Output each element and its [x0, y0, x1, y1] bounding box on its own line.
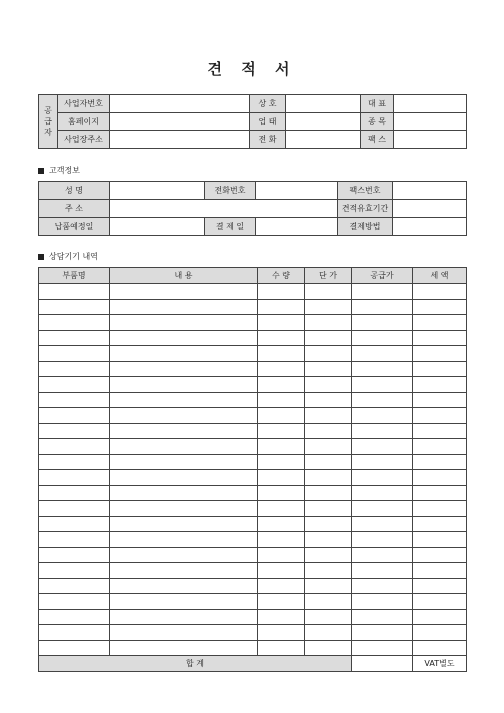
tax-cell[interactable] — [413, 284, 467, 300]
part-name-cell[interactable] — [39, 609, 110, 625]
supply-price-cell[interactable] — [352, 284, 413, 300]
table-row — [39, 439, 467, 455]
supply-price-cell[interactable] — [352, 609, 413, 625]
quantity-cell[interactable] — [258, 392, 305, 408]
tax-cell[interactable] — [413, 346, 467, 362]
value-payment-method[interactable] — [393, 218, 467, 236]
table-row — [39, 361, 467, 377]
part-name-cell[interactable] — [39, 439, 110, 455]
description-cell[interactable] — [110, 625, 258, 641]
label-fax: 팩 스 — [361, 131, 394, 149]
header-tax: 세 액 — [413, 268, 467, 284]
unit-price-cell[interactable] — [305, 392, 352, 408]
label-customer-name: 성 명 — [39, 182, 110, 200]
table-row — [39, 315, 467, 331]
table-row — [39, 563, 467, 579]
tax-cell[interactable] — [413, 361, 467, 377]
description-cell[interactable] — [110, 594, 258, 610]
part-name-cell[interactable] — [39, 547, 110, 563]
unit-price-cell[interactable] — [305, 346, 352, 362]
unit-price-cell[interactable] — [305, 423, 352, 439]
quantity-cell[interactable] — [258, 516, 305, 532]
supply-price-cell[interactable] — [352, 532, 413, 548]
description-cell[interactable] — [110, 346, 258, 362]
quantity-cell[interactable] — [258, 439, 305, 455]
unit-price-cell[interactable] — [305, 516, 352, 532]
tax-cell[interactable] — [413, 470, 467, 486]
part-name-cell[interactable] — [39, 563, 110, 579]
part-name-cell[interactable] — [39, 299, 110, 315]
quantity-cell[interactable] — [258, 594, 305, 610]
part-name-cell[interactable] — [39, 454, 110, 470]
table-row — [39, 532, 467, 548]
supply-price-cell[interactable] — [352, 377, 413, 393]
part-name-cell[interactable] — [39, 501, 110, 517]
supply-price-cell[interactable] — [352, 330, 413, 346]
value-customer-fax[interactable] — [393, 182, 467, 200]
header-unit-price: 단 가 — [305, 268, 352, 284]
label-payment-date: 결 제 일 — [205, 218, 256, 236]
quantity-cell[interactable] — [258, 470, 305, 486]
tax-cell[interactable] — [413, 315, 467, 331]
description-cell[interactable] — [110, 609, 258, 625]
quantity-cell[interactable] — [258, 625, 305, 641]
label-payment-method: 결제방법 — [338, 218, 393, 236]
supply-price-cell[interactable] — [352, 501, 413, 517]
part-name-cell[interactable] — [39, 330, 110, 346]
part-name-cell[interactable] — [39, 470, 110, 486]
quantity-cell[interactable] — [258, 563, 305, 579]
unit-price-cell[interactable] — [305, 485, 352, 501]
description-cell[interactable] — [110, 454, 258, 470]
table-row — [39, 594, 467, 610]
supply-price-cell[interactable] — [352, 578, 413, 594]
label-business-item: 종 목 — [361, 113, 394, 131]
description-cell[interactable] — [110, 392, 258, 408]
supply-price-cell[interactable] — [352, 470, 413, 486]
label-customer-phone: 전화번호 — [205, 182, 256, 200]
tax-cell[interactable] — [413, 563, 467, 579]
label-business-address: 사업장주소 — [58, 131, 110, 149]
part-name-cell[interactable] — [39, 532, 110, 548]
table-row — [39, 578, 467, 594]
description-cell[interactable] — [110, 361, 258, 377]
value-homepage[interactable] — [110, 113, 250, 131]
unit-price-cell[interactable] — [305, 640, 352, 656]
supply-price-cell[interactable] — [352, 640, 413, 656]
table-row — [39, 485, 467, 501]
unit-price-cell[interactable] — [305, 547, 352, 563]
quantity-cell[interactable] — [258, 547, 305, 563]
description-cell[interactable] — [110, 408, 258, 424]
label-customer-address: 주 소 — [39, 200, 110, 218]
tax-cell[interactable] — [413, 377, 467, 393]
label-business-number: 사업자번호 — [58, 95, 110, 113]
document-title: 견 적 서 — [207, 60, 297, 78]
total-label: 합 계 — [39, 656, 352, 672]
description-cell[interactable] — [110, 501, 258, 517]
unit-price-cell[interactable] — [305, 439, 352, 455]
supply-price-cell[interactable] — [352, 485, 413, 501]
unit-price-cell[interactable] — [305, 377, 352, 393]
part-name-cell[interactable] — [39, 408, 110, 424]
supply-price-cell[interactable] — [352, 346, 413, 362]
part-name-cell[interactable] — [39, 578, 110, 594]
square-bullet-icon — [38, 168, 44, 174]
description-cell[interactable] — [110, 516, 258, 532]
unit-price-cell[interactable] — [305, 408, 352, 424]
tax-cell[interactable] — [413, 578, 467, 594]
supplier-table — [38, 94, 467, 149]
description-cell[interactable] — [110, 315, 258, 331]
value-customer-address[interactable] — [110, 200, 338, 218]
quantity-cell[interactable] — [258, 578, 305, 594]
description-cell[interactable] — [110, 578, 258, 594]
table-row — [39, 408, 467, 424]
supply-price-cell[interactable] — [352, 563, 413, 579]
quantity-cell[interactable] — [258, 640, 305, 656]
supply-price-cell[interactable] — [352, 594, 413, 610]
description-cell[interactable] — [110, 284, 258, 300]
quantity-cell[interactable] — [258, 423, 305, 439]
value-quote-validity[interactable] — [393, 200, 467, 218]
value-fax[interactable] — [394, 131, 467, 149]
supply-price-cell[interactable] — [352, 454, 413, 470]
unit-price-cell[interactable] — [305, 625, 352, 641]
part-name-cell[interactable] — [39, 640, 110, 656]
supply-price-cell[interactable] — [352, 516, 413, 532]
quantity-cell[interactable] — [258, 299, 305, 315]
tax-cell[interactable] — [413, 640, 467, 656]
unit-price-cell[interactable] — [305, 299, 352, 315]
quantity-cell[interactable] — [258, 408, 305, 424]
description-cell[interactable] — [110, 330, 258, 346]
table-row — [39, 392, 467, 408]
label-phone: 전 화 — [250, 131, 286, 149]
supply-price-cell[interactable] — [352, 423, 413, 439]
tax-cell[interactable] — [413, 423, 467, 439]
value-customer-phone[interactable] — [256, 182, 338, 200]
part-name-cell[interactable] — [39, 346, 110, 362]
tax-cell[interactable] — [413, 625, 467, 641]
part-name-cell[interactable] — [39, 392, 110, 408]
value-representative[interactable] — [394, 95, 467, 113]
tax-cell[interactable] — [413, 609, 467, 625]
customer-table — [38, 181, 467, 236]
value-business-item[interactable] — [394, 113, 467, 131]
description-cell[interactable] — [110, 485, 258, 501]
header-part-name: 부품명 — [39, 268, 110, 284]
header-supply-price: 공급가 — [352, 268, 413, 284]
items-table — [38, 267, 467, 672]
supply-price-cell[interactable] — [352, 547, 413, 563]
tax-cell[interactable] — [413, 485, 467, 501]
supply-price-cell[interactable] — [352, 361, 413, 377]
unit-price-cell[interactable] — [305, 563, 352, 579]
value-business-address[interactable] — [110, 131, 250, 149]
part-name-cell[interactable] — [39, 625, 110, 641]
unit-price-cell[interactable] — [305, 470, 352, 486]
table-row — [39, 640, 467, 656]
description-cell[interactable] — [110, 439, 258, 455]
unit-price-cell[interactable] — [305, 609, 352, 625]
label-delivery-date: 납품예정일 — [39, 218, 110, 236]
part-name-cell[interactable] — [39, 516, 110, 532]
vat-note: VAT별도 — [413, 656, 467, 672]
total-supply-price[interactable] — [352, 656, 413, 672]
table-row — [39, 346, 467, 362]
quantity-cell[interactable] — [258, 501, 305, 517]
part-name-cell[interactable] — [39, 284, 110, 300]
unit-price-cell[interactable] — [305, 361, 352, 377]
quantity-cell[interactable] — [258, 315, 305, 331]
table-row — [39, 501, 467, 517]
part-name-cell[interactable] — [39, 485, 110, 501]
quantity-cell[interactable] — [258, 346, 305, 362]
tax-cell[interactable] — [413, 408, 467, 424]
value-business-type[interactable] — [286, 113, 361, 131]
supply-price-cell[interactable] — [352, 392, 413, 408]
customer-section-header: 고객정보 — [38, 165, 80, 176]
table-row — [39, 547, 467, 563]
table-row — [39, 284, 467, 300]
unit-price-cell[interactable] — [305, 330, 352, 346]
table-row — [39, 516, 467, 532]
tax-cell[interactable] — [413, 532, 467, 548]
tax-cell[interactable] — [413, 454, 467, 470]
tax-cell[interactable] — [413, 594, 467, 610]
table-row — [39, 609, 467, 625]
supply-price-cell[interactable] — [352, 625, 413, 641]
table-row — [39, 454, 467, 470]
table-row — [39, 299, 467, 315]
table-row — [39, 330, 467, 346]
table-row — [39, 625, 467, 641]
supply-price-cell[interactable] — [352, 299, 413, 315]
unit-price-cell[interactable] — [305, 454, 352, 470]
description-cell[interactable] — [110, 377, 258, 393]
label-business-type: 업 태 — [250, 113, 286, 131]
supply-price-cell[interactable] — [352, 439, 413, 455]
tax-cell[interactable] — [413, 330, 467, 346]
supplier-group-label: 공 급 자 — [39, 95, 58, 149]
label-representative: 대 표 — [361, 95, 394, 113]
supply-price-cell[interactable] — [352, 315, 413, 331]
square-bullet-icon — [38, 254, 44, 260]
table-row — [39, 470, 467, 486]
value-customer-name[interactable] — [110, 182, 205, 200]
quantity-cell[interactable] — [258, 454, 305, 470]
quantity-cell[interactable] — [258, 485, 305, 501]
part-name-cell[interactable] — [39, 594, 110, 610]
unit-price-cell[interactable] — [305, 315, 352, 331]
unit-price-cell[interactable] — [305, 532, 352, 548]
description-cell[interactable] — [110, 423, 258, 439]
unit-price-cell[interactable] — [305, 284, 352, 300]
quantity-cell[interactable] — [258, 284, 305, 300]
quantity-cell[interactable] — [258, 532, 305, 548]
supply-price-cell[interactable] — [352, 408, 413, 424]
value-company-name[interactable] — [286, 95, 361, 113]
tax-cell[interactable] — [413, 392, 467, 408]
description-cell[interactable] — [110, 299, 258, 315]
quantity-cell[interactable] — [258, 330, 305, 346]
quantity-cell[interactable] — [258, 609, 305, 625]
description-cell[interactable] — [110, 563, 258, 579]
value-phone[interactable] — [286, 131, 361, 149]
header-quantity: 수 량 — [258, 268, 305, 284]
value-business-number[interactable] — [110, 95, 250, 113]
part-name-cell[interactable] — [39, 315, 110, 331]
header-description: 내 용 — [110, 268, 258, 284]
quantity-cell[interactable] — [258, 377, 305, 393]
tax-cell[interactable] — [413, 439, 467, 455]
table-row — [39, 377, 467, 393]
tax-cell[interactable] — [413, 516, 467, 532]
unit-price-cell[interactable] — [305, 501, 352, 517]
tax-cell[interactable] — [413, 501, 467, 517]
tax-cell[interactable] — [413, 547, 467, 563]
description-cell[interactable] — [110, 547, 258, 563]
items-section-header: 상담기기 내역 — [38, 251, 98, 262]
part-name-cell[interactable] — [39, 361, 110, 377]
label-quote-validity: 견적유효기간 — [338, 200, 393, 218]
value-payment-date[interactable] — [256, 218, 338, 236]
description-cell[interactable] — [110, 640, 258, 656]
description-cell[interactable] — [110, 532, 258, 548]
value-delivery-date[interactable] — [110, 218, 205, 236]
unit-price-cell[interactable] — [305, 578, 352, 594]
part-name-cell[interactable] — [39, 423, 110, 439]
tax-cell[interactable] — [413, 299, 467, 315]
label-homepage: 홈페이지 — [58, 113, 110, 131]
part-name-cell[interactable] — [39, 377, 110, 393]
label-company-name: 상 호 — [250, 95, 286, 113]
table-row — [39, 423, 467, 439]
label-customer-fax: 팩스번호 — [338, 182, 393, 200]
description-cell[interactable] — [110, 470, 258, 486]
quantity-cell[interactable] — [258, 361, 305, 377]
unit-price-cell[interactable] — [305, 594, 352, 610]
